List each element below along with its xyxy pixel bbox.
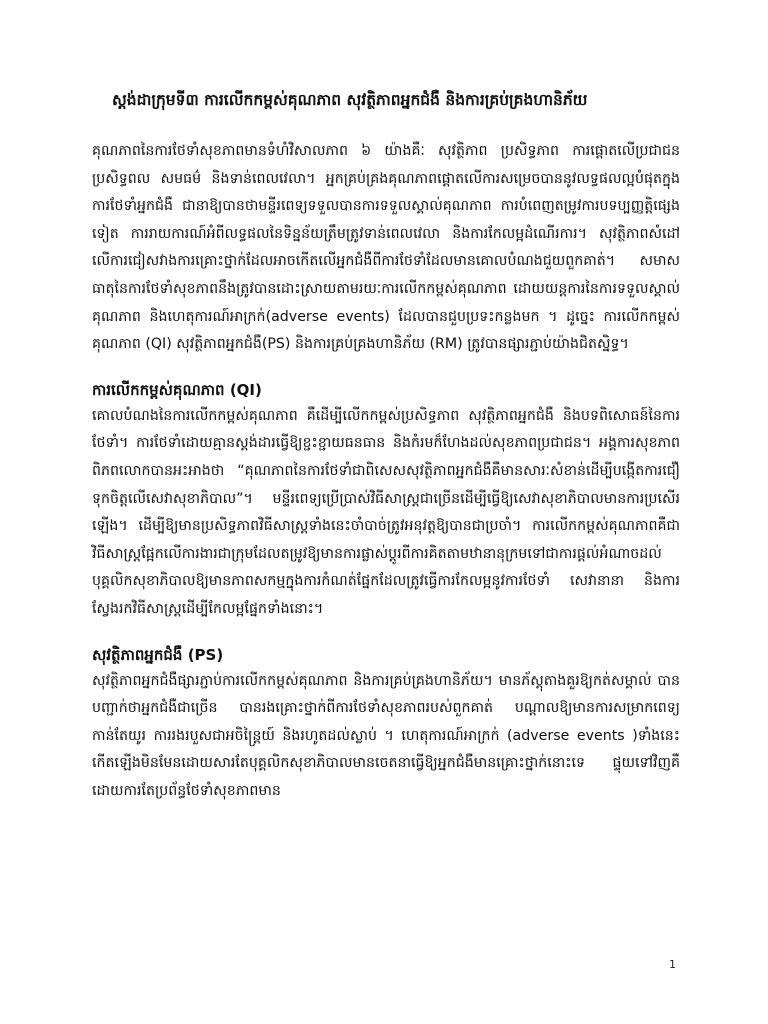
section-heading-ps-text: សុវត្ថិភាពអ្នកជំងឺ [92, 645, 183, 664]
section-heading-qi-text: ការលើកកម្ពស់គុណភាព [92, 380, 225, 399]
intro-paragraph: គុណភាពនៃការថែទាំសុខភាពមានទំហំវិសាលភាព ៦ យ៉ាងគឺៈ សុវត្ថិភាព ប្រសិទ្ធភាព ការផ្តោតលើប្រជាជន ប្រសិទ្ធពល សមធម៌ និងទាន់ពេលវេលា។ អ្នកគ្រប់គ្រងគុណភាពផ្តោតលើការសម្រេចបាននូវលទ្ធផលល្អបំផុតក្នុងការថែទាំអ្នកជំងឺ ជានាឱ្យបានថាមន្ទីរពេទ្យទទួលបានការទទួលស្គាល់គុណភាព ការបំពេញតម្រូវការបទប្បញ្ញត្តិផ្សេងទៀត ការរាយការណ៍អំពីលទ្ធផលនៃទិន្នន័យត្រឹមត្រូវទាន់ពេលវេលា និងការកែលម្អដំណើរការ។ សុវត្ថិភាពសំដៅលើការជៀសវាងការគ្រោះថ្នាក់ដែលអាចកើតលើអ្នកជំងឺពីការថែទាំដែលមានគោលបំណងជួយពួកគាត់។ សមាសធាតុនៃការថែទាំសុខភាពនឹងត្រូវបានដោះស្រាយតាមរយៈការលើកកម្ពស់គុណភាព ដោយយន្តការនៃការទទួលស្គាល់គុណភាព និងហេតុការណ៍អាក្រក់(adverse events) ដែលបានជួបប្រទះកន្លងមក ។ ដូច្នេះ ការលើកកម្ពស់គុណភាព (QI) សុវត្ថិភាពអ្នកជំងឺ(PS) និងការគ្រប់គ្រងហានិភ័យ (RM) ត្រូវបានផ្សារភ្ជាប់យ៉ាងជិតស្និទ្ធ។ [92, 143, 680, 353]
section-heading-qi [92, 377, 680, 403]
page-number: 1 [669, 958, 676, 971]
section-body-ps: សុវត្ថិភាពអ្នកជំងឺផ្សារភ្ជាប់ការលើកកម្ពស់គុណភាព និងការគ្រប់គ្រងហានិភ័យ។ មានភ័ស្តុតាងគួរឱ្យកត់សម្គាល់ បានបញ្ជាក់ថាអ្នកជំងឺជាច្រើន បានរងគ្រោះថ្នាក់ពីការថែទាំសុខភាពរបស់ពួកគាត់ បណ្តាលឱ្យមានការសម្រាកពេទ្យកាន់តែយូរ ការរងរបួសជាអចិន្ត្រៃយ៍ និងរហូតដល់ស្លាប់ ។ ហេតុការណ៍អាក្រក់ (adverse events )ទាំងនេះកើតឡើងមិនមែនដោយសារតែបុគ្គលិកសុខាភិបាលមានចេតនាធ្វើឱ្យអ្នកជំងឺមានគ្រោះថ្នាក់នោះទេ ផ្ទុយទៅវិញគឺដោយការតែប្រព័ន្ធថែទាំសុខភាពមាន [92, 672, 680, 799]
section-heading-qi-abbr: (QI) [229, 380, 262, 399]
document-title: ស្តង់ដាក្រុមទី៣ ការលើកកម្ពស់គុណភាព សុវត្ថិភាពអ្នកជំងឺ និងការគ្រប់គ្រងហានិភ័យ [112, 91, 588, 109]
section-heading-ps [92, 642, 680, 668]
section-heading-ps-abbr: (PS) [187, 645, 224, 664]
section-body-qi: គោលបំណងនៃការលើកកម្ពស់គុណភាព គឺដើម្បីលើកកម្ពស់ប្រសិទ្ធភាព សុវត្ថិភាពអ្នកជំងឺ និងបទពិសោធន៍នៃការថែទាំ។ ការថែទាំដោយគ្មានស្តង់ដារធ្វើឱ្យខ្ជះខ្ជាយធនធាន និងកំរមក៏ហែងដល់សុខភាពប្រជាជន។ អង្គការសុខភាពពិភពលោកបានអះអាងថា “គុណភាពនៃការថែទាំជាពិសេសសុវត្ថិភាពអ្នកជំងឺគឺមានសារៈសំខាន់ដើម្បីបង្កើតការជឿទុកចិត្តលើសេវាសុខាភិបាល”។ មន្ទីរពេទ្យប្រើប្រាស់វិធីសាស្ត្រជាច្រើនដើម្បីធ្វើឱ្យសេវាសុខាភិបាលមានការប្រសើរឡើង។ ដើម្បីឱ្យមានប្រសិទ្ធភាពវិធីសាស្ត្រទាំងនេះចាំបាច់ត្រូវអនុវត្តឱ្យបានជាប្រចាំ។ ការលើកកម្ពស់គុណភាពគឺជាវិធីសាស្ត្រផ្អែកលើការងារជាក្រុមដែលតម្រូវឱ្យមានការផ្លាស់ប្តូរពីការគិតតាមឋានានុក្រមទៅជាការផ្តល់អំណាចដល់បុគ្គលិកសុខាភិបាលឱ្យមានភាពសកម្មក្នុងការកំណត់ផ្នែកដែលត្រូវធ្វើការកែលម្អនូវការថែទាំ សេវានានា និងការស្វែងរកវិធីសាស្ត្រដើម្បីកែលម្អផ្នែកទាំងនោះ។ [92, 407, 680, 617]
